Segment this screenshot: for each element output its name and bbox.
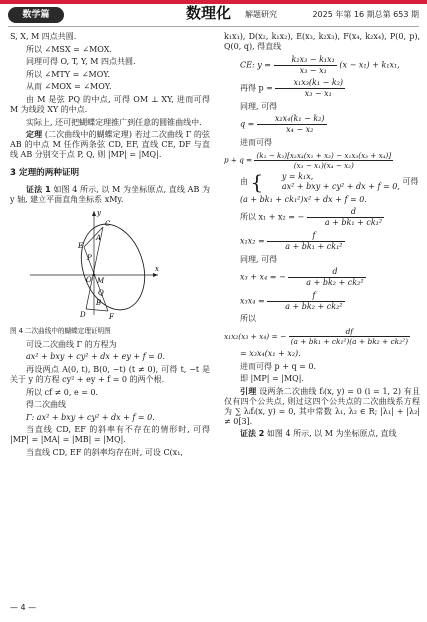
text-line: 同理可得 O, T, Y, M 四点共圆. — [26, 57, 136, 67]
equation-ce: CE: y = $\frac{\text{k₂x₃ − k₁x₁}}{\text{x₃ − x₁}}$ (x − x₁) + k₁x₁, — [240, 54, 400, 75]
page-number: — 4 — — [10, 603, 37, 612]
equation-big: x₁x₂(x₃ + x₄) = − $\frac{df}{\text{(a + bk₁ + ck₁²)(a + bk₂ + ck₂²)}}$ — [224, 326, 408, 347]
text-line: 得二次曲线 — [26, 400, 66, 410]
equation-sum34: x₃ + x₄ = − $\frac{d}{\text{a + bk₂ + ck₂²}}$ — [240, 267, 364, 288]
label-x: x — [155, 265, 159, 274]
text-line: 同理, 可得 — [240, 101, 278, 111]
page-header — [0, 0, 427, 30]
proof-label: 证法 2 — [240, 429, 265, 439]
right-column — [224, 32, 420, 442]
section-badge: 数学篇 — [8, 7, 64, 23]
label-o: O — [86, 276, 92, 285]
x-axis-arrow — [153, 273, 158, 277]
figure-4-diagram — [10, 207, 210, 325]
equation: Γ: ax² + bxy + cy² + dx + f = 0. — [26, 412, 155, 422]
label-e: E — [78, 242, 84, 251]
proof-paragraph — [224, 429, 420, 439]
text-line: 所以 cf ≠ 0, e = 0. — [26, 387, 99, 397]
text-line: 进而可得 — [240, 137, 272, 147]
label-p: P — [87, 254, 92, 263]
fraction: $\frac{\text{x₁x₃(k₁ − k₂)}}{\text{x₃ − x₁}}$ — [275, 78, 345, 99]
equation-prod34: x₃x₄ = $\frac{f}{\text{a + bk₂ + ck₂²}}$ — [240, 290, 343, 311]
y-axis-arrow — [92, 211, 96, 216]
proof-paragraph — [10, 185, 210, 205]
fraction: $\frac{f}{\text{a + bk₁ + ck₁²}}$ — [267, 231, 344, 252]
column-title: 解题研究 — [245, 10, 277, 19]
text-line: S, X, M 四点共圆. — [10, 32, 77, 41]
lemma-paragraph — [224, 387, 420, 427]
theorem-paragraph — [10, 130, 210, 160]
text-paragraph: 当直线 CD, EF 的斜率有不存在的情形时, 可得 |MP| = |MA| = |MB| = |MQ|. — [10, 425, 210, 445]
journal-brand: 数理化 — [186, 4, 232, 22]
equation: ax² + bxy + cy² + dx + ey + f = 0. — [26, 352, 166, 362]
label-d: D — [80, 311, 86, 320]
lemma-label: 引理 — [240, 386, 257, 396]
text-paragraph: k₁x₁), D(x₂, k₁x₂), E(x₃, k₂x₃), F(x₄, k₂x₄), P(0, p), Q(0, q), 得直线 — [224, 32, 420, 51]
conic-curve — [71, 216, 155, 318]
left-column — [10, 32, 210, 460]
line-df — [86, 309, 108, 311]
text-line: 所以 ∠MSX = ∠MOX. — [26, 44, 112, 54]
left-brace: { — [250, 170, 264, 195]
lemma-text: 设两条二次曲线 fᵢ(x, y) = 0 (i = 1, 2) 有且仅有四个公共点, 则过这四个公共点的二次曲线系方程为 ∑ λᵢfᵢ(x, y) = 0, 其中常数 λ₁, λ₂ ∈ R; |λ₁| + |λ₂| ≠ 0[3]. — [224, 386, 421, 426]
fraction: $\frac{df}{\text{(a + bk₁ + ck₁²)(a + bk₂ + ck₂²)}}$ — [290, 326, 408, 347]
equation-p-plus-q: p + q = $\frac{\text{(k₁ − k₂)[x₂x₄(x₁ + x₂) − x₁x₃(x₃ + x₄)]}}{\text{(x₃ − x₁)(x₄ − x₂)}}$ — [224, 150, 392, 170]
text-paragraph: 由 M 是弦 PQ 的中点, 可得 OM ⊥ XY, 进而可得 M 为线段 XY 的中点. — [10, 94, 210, 114]
label-y: y — [97, 209, 101, 218]
text-paragraph: 实际上, 还可把蝴蝶定理推广到任意的圆锥曲线中. — [26, 117, 202, 127]
theorem-text: (二次曲线中的蝴蝶定理) 若过二次曲线 Γ 的弦 AB 的中点 M 任作两条弦 CD, EF, 直线 CE, DF 与直线 AB 分别交于点 P, Q, 则 |MP| = |MQ|. — [10, 130, 211, 160]
label-m: M — [97, 277, 105, 286]
equation-sum12: 所以 x₁ + x₂ = − $\frac{d}{\text{a + bk₁ + ck₁²}}$ — [240, 207, 383, 228]
proof-label: 证法 1 — [26, 184, 51, 194]
issue-info: 2025 年第 16 期总第 653 期 — [312, 10, 419, 19]
theorem-label: 定理 — [26, 130, 43, 140]
text-line: 同理, 可得 — [240, 254, 278, 264]
equation: (a + bk₁ + ck₁²)x² + dx + f = 0. — [240, 194, 367, 204]
point-m — [93, 274, 95, 276]
fraction: $\frac{\text{(k₁ − k₂)[x₂x₄(x₁ + x₂) − x₁x₃(x₃ + x₄)]}}{\text{(x₃ − x₁)(x₄ − x₂)}}$ — [256, 150, 392, 170]
fraction: $\frac{d}{\text{a + bk₂ + ck₂²}}$ — [288, 267, 365, 288]
label-b: B — [96, 299, 102, 308]
system-equation: 由 { y = k₁x, ax² + bxy + cy² + dx + f = 0, 可得 — [240, 170, 419, 195]
text-line: 所以 ∠MTY = ∠MOY. — [26, 69, 111, 79]
text-line: 进而可得 p + q = 0. — [240, 361, 316, 371]
equation-prod12: x₁x₂ = $\frac{f}{\text{a + bk₁ + ck₁²}}$ — [240, 230, 343, 251]
header-rule — [8, 26, 419, 27]
proof-text: 如图 4 所示, 以 M 为坐标原点, 直线 AB 为 y 轴, 建立平面直角坐标系 xMy. — [10, 184, 210, 204]
text-line: 所以 — [240, 314, 256, 324]
butterfly-diagram-svg — [10, 207, 210, 325]
label-c: C — [105, 220, 111, 229]
proof-text: 如图 4 所示, 以 M 为坐标原点, 直线 — [266, 429, 397, 439]
text-paragraph: 再设两点 A(0, t), B(0, −t) (t ≠ 0), 可得 t, −t 是关于 y 的方程 cy² + ey + f = 0 的两个根. — [10, 364, 210, 384]
text-line: 可设二次曲线 Γ 的方程为 — [26, 339, 117, 349]
section-heading: 3 定理的两种证明 — [10, 168, 80, 179]
text-paragraph: 当直线 CD, EF 的斜率均存在时, 可设 C(x₁, — [26, 447, 183, 457]
fraction: $\frac{d}{\text{a + bk₁ + ck₁²}}$ — [307, 207, 384, 228]
fraction: $\frac{\text{x₂x₄(k₁ − k₂)}}{\text{x₄ − x₂}}$ — [257, 114, 327, 135]
text-line: 从而 ∠MOX = ∠MOY. — [26, 82, 112, 92]
fraction: $\frac{\text{k₂x₃ − k₁x₁}}{\text{x₃ − x₁}}$ — [274, 55, 337, 76]
equation-p: 再得 p = $\frac{\text{x₁x₃(k₁ − k₂)}}{\text{x₃ − x₁}}$ — [240, 78, 344, 99]
label-a: A — [96, 234, 102, 243]
fraction: $\frac{f}{\text{a + bk₂ + ck₂²}}$ — [267, 291, 344, 312]
label-f: F — [109, 313, 114, 322]
label-q: Q — [98, 289, 104, 298]
equation-q: q = $\frac{\text{x₂x₄(k₁ − k₂)}}{\text{x₄ − x₂}}$ — [240, 114, 325, 135]
text-line: 即 |MP| = |MQ|. — [240, 374, 304, 384]
equation: = x₃x₄(x₁ + x₂). — [240, 349, 301, 358]
figure-caption: 图 4 二次曲线中的蝴蝶定理证明图 — [10, 327, 111, 336]
